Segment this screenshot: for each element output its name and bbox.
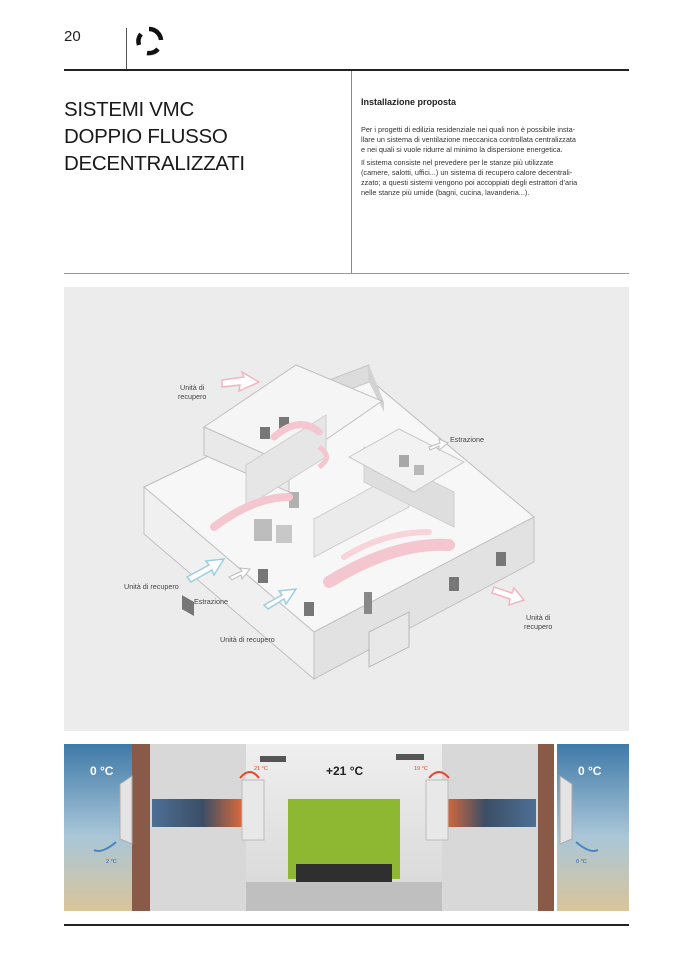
brand-logo [134, 26, 164, 56]
intro-line: llare un sistema di ventilazione meccanica controllata centralizzata [361, 135, 576, 145]
intro-line: e nei quali si vuole ridurre al minimo la dispersione energetica. [361, 145, 563, 155]
bottom-rule [64, 924, 629, 926]
temp-outside-left: 0 °C [90, 764, 114, 778]
intro-line: nelle stanze più umide (bagni, cucina, lavanderia...). [361, 188, 530, 198]
house-diagram [64, 287, 629, 731]
page-number: 20 [64, 28, 81, 45]
intro-line: Per i progetti di edilizia residenziale nei quali non è possibile insta- [361, 125, 576, 134]
label-text: Unità di [180, 383, 205, 392]
section-heading: Installazione proposta [361, 97, 457, 107]
temp-inside: +21 °C [326, 764, 364, 778]
section-rule [64, 273, 629, 274]
label-text: Unità di [526, 613, 551, 622]
label-unit-left: Unità di recupero [124, 582, 179, 591]
intro-line: Il sistema consiste nel prevedere per le stanze più utilizzate [361, 157, 554, 167]
temp-outlet-right: 0 °C [576, 859, 587, 865]
ventilation-photo [64, 744, 629, 911]
label-unit-top [178, 383, 206, 401]
top-rule [64, 69, 629, 71]
page-title [64, 96, 245, 177]
temp-inner-left: 21 °C [254, 766, 268, 772]
label-extraction-right: Estrazione [450, 435, 484, 444]
temp-inner-right: 19 °C [414, 766, 428, 772]
label-text: recupero [178, 392, 207, 401]
header-divider [126, 28, 127, 70]
label-extraction-left: Estrazione [194, 597, 228, 606]
label-unit-bottom: Unità di recupero [220, 635, 275, 644]
title-line-1: SISTEMI VMC [64, 98, 194, 121]
intro-line: (camere, salotti, uffici...) un sistema di recupero calore decentrali- [361, 167, 573, 177]
temp-outlet-left: 2 °C [106, 859, 117, 865]
title-line-3: DECENTRALIZZATI [64, 152, 245, 175]
house-illustration [64, 287, 629, 731]
label-unit-right [524, 613, 552, 631]
title-line-2: DOPPIO FLUSSO [64, 125, 228, 148]
label-text: recupero [524, 622, 553, 631]
intro-text [361, 125, 623, 200]
intro-line: zzato; a questi sistemi vengono poi accoppiati degli estrattori d’aria [361, 178, 578, 188]
column-divider [351, 71, 352, 274]
temp-outside-right: 0 °C [578, 764, 602, 778]
